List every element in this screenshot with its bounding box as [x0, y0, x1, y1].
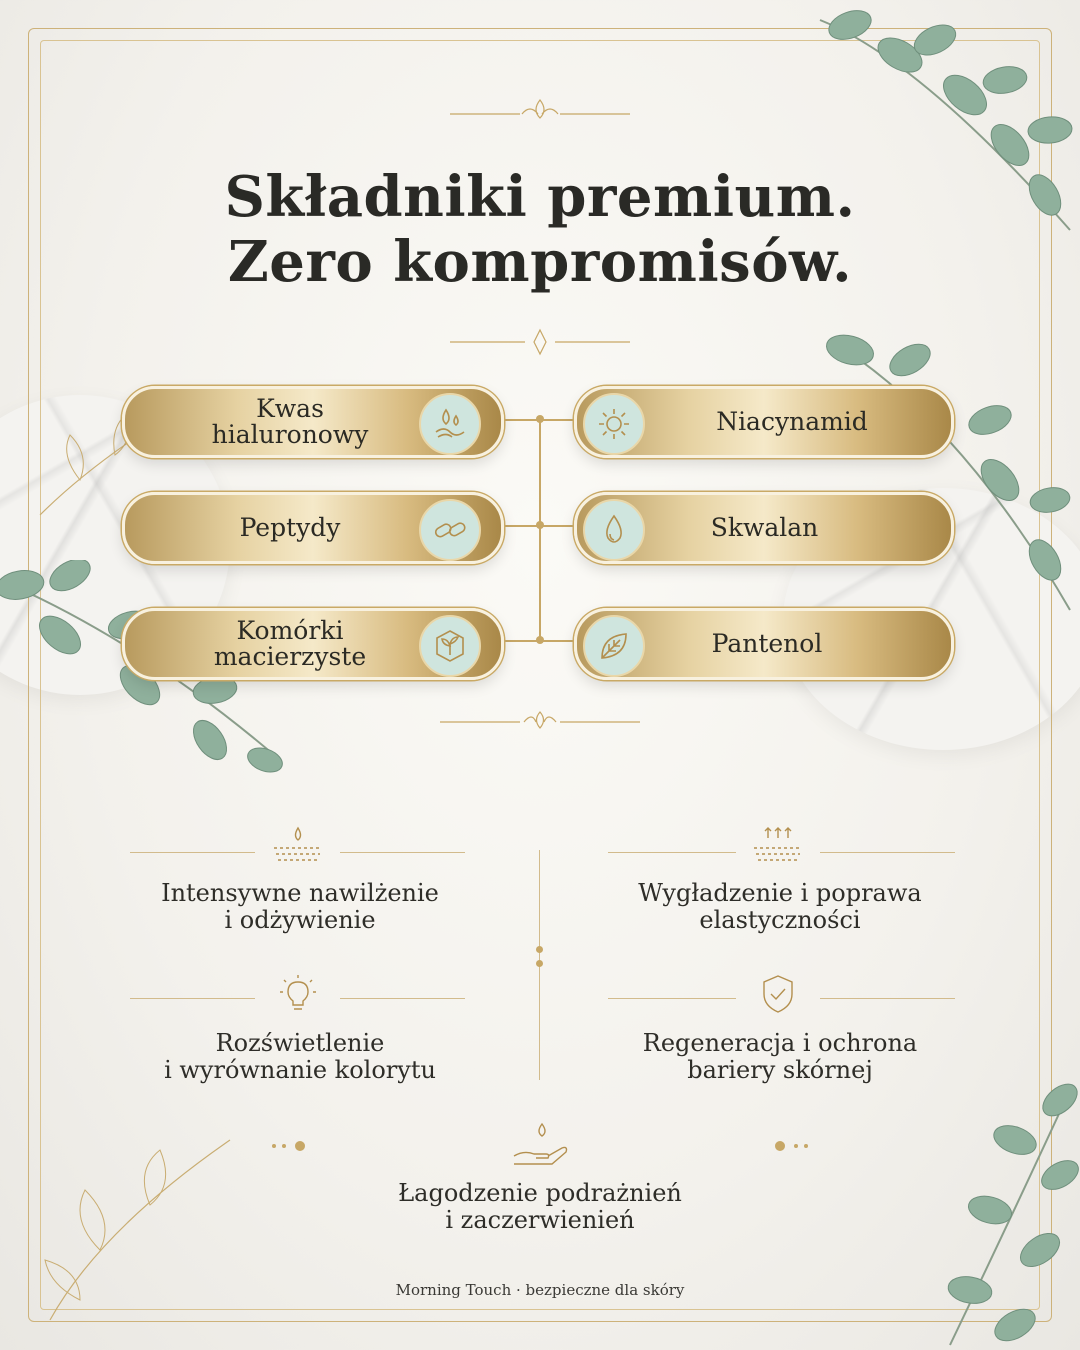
ingredient-label-line: Kwas [256, 394, 324, 423]
ingredient-pill-niacynamid [574, 386, 954, 458]
ingredient-label: Peptydy [239, 513, 341, 542]
headline-line-1: Składniki premium. [224, 164, 856, 230]
section-divider-ornament [440, 702, 640, 742]
skin-lift-arrows-icon [748, 826, 808, 866]
benefit-line [820, 852, 955, 853]
hand-drop-icon [510, 1122, 574, 1168]
eucalyptus-bottom-right-decoration [920, 1080, 1080, 1350]
top-ornament [440, 92, 640, 132]
water-drops-icon [419, 393, 481, 455]
benefit-text-line: i zaczerwienień [445, 1206, 635, 1234]
ingredient-pill-peptydy [122, 492, 504, 564]
ingredient-label: Niacynamid [716, 407, 868, 436]
leaf-icon [583, 615, 645, 677]
benefit-line [820, 998, 955, 999]
benefit-line [608, 852, 736, 853]
benefit-text-line: Intensywne nawilżenie [161, 879, 439, 907]
oil-drop-icon [583, 499, 645, 561]
headline-line-2: Zero kompromisów. [227, 229, 853, 295]
ingredient-label-line: Komórki [236, 616, 344, 645]
benefit-text-line: bariery skórnej [687, 1056, 873, 1084]
ingredient-label-line: hialuronowy [211, 420, 369, 449]
benefit-text-line: Łagodzenie podrażnień [398, 1179, 682, 1207]
benefit-smoothing [580, 880, 980, 934]
shield-check-icon [748, 974, 808, 1014]
benefit-soothing [290, 1180, 790, 1234]
skin-hydration-icon [268, 826, 328, 866]
benefits-divider-dot [536, 960, 543, 967]
benefit-line [340, 998, 465, 999]
benefit-text-line: Wygładzenie i poprawa [638, 879, 922, 907]
sprout-hexagon-icon [419, 615, 481, 677]
benefit-text-line: i odżywienie [224, 906, 376, 934]
benefit-text-line: elastyczności [699, 906, 861, 934]
benefit-hydration [100, 880, 500, 934]
connector-dot-3 [536, 636, 544, 644]
ingredient-label [155, 611, 425, 677]
ingredient-label: Pantenol [711, 629, 823, 658]
benefits-divider-dot [536, 946, 543, 953]
benefit-regeneration [580, 1030, 980, 1084]
ingredient-label [145, 389, 435, 455]
ingredient-pill-pantenol [574, 608, 954, 680]
benefit-line [340, 852, 465, 853]
light-bulb-icon [268, 974, 328, 1014]
ingredient-label: Skwalan [710, 513, 819, 542]
benefit-text-line: Regeneracja i ochrona [642, 1029, 918, 1057]
footer-brand-text: Morning Touch · bezpieczne dla skóry [395, 1281, 685, 1299]
sun-icon [583, 393, 645, 455]
connector-dot-1 [536, 415, 544, 423]
chain-links-icon [419, 499, 481, 561]
ingredient-pill-kwas-hialuronowy [122, 386, 504, 458]
benefit-line [130, 998, 255, 999]
ingredient-label-line: macierzyste [213, 642, 367, 671]
connector-dot-2 [536, 521, 544, 529]
benefit-text-line: i wyrównanie kolorytu [164, 1056, 436, 1084]
benefit-text-line: Rozświetlenie [215, 1029, 385, 1057]
decorative-dots [770, 1138, 810, 1154]
connector-vertical [539, 419, 541, 642]
benefit-line [130, 852, 255, 853]
ingredient-pill-skwalan [574, 492, 954, 564]
benefit-line [608, 998, 736, 999]
benefit-brightening [100, 1030, 500, 1084]
decorative-dots [270, 1138, 310, 1154]
ingredient-pill-komorki-macierzyste [122, 608, 504, 680]
eucalyptus-right-decoration [810, 320, 1080, 620]
title-divider-ornament [440, 322, 640, 362]
